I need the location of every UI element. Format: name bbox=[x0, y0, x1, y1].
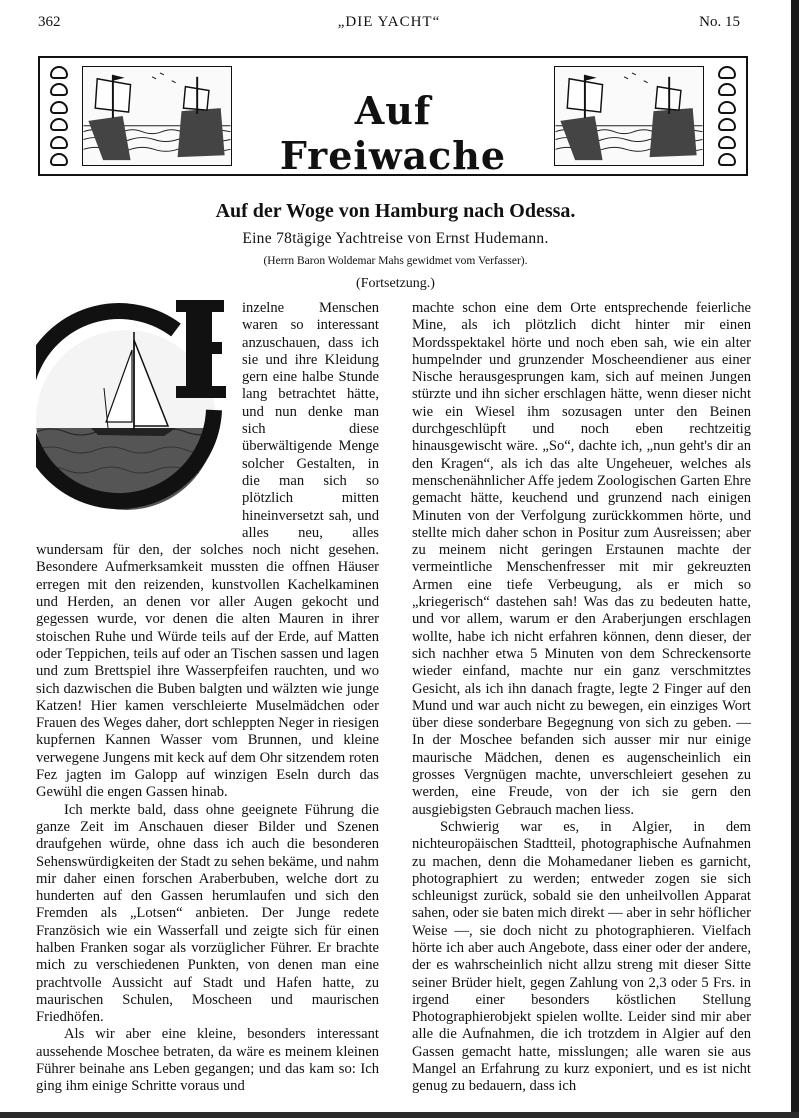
paragraph: inzelne Menschen waren so interessant anzuschauen, dass ich sie und ihre Kleidung gern eine halbe Stunde lang betrachtet hätte, und nun denke man sich diese überwältigende Menge solcher Gestalten, in die man sich so plötzlich mitten hineinversetzt sah, und alles neu, alles wundersam für den, der solches noch nicht gesehen. Besondere Aufmerksamkeit mussten die offnen Häuser erregen mit den reizenden, kunstvollen Kachelkaminen und Herden, an denen vor aller Augen gekocht und gegessen wurde, vor denen die alten Mauren in ihrer stoischen Ruhe und Würde teils auf der Erde, auf Matten oder Teppichen, teils auf oder an Tischen sassen und lagen und zum Brettspiel ihre Wasserpfeifen rauchten, und wo sich dazwischen die Buben balgten und wälzten wie junge Katzen! Hier kamen verschleierte Muselmädchen oder Frauen des Weges daher, dort schleppten Neger in riesigen kupfernen Kannen Wasser vom Brunnen, und kleine verwegene Jungens mit keck auf dem Ohr sitzendem roten Fez jagten im Galopp auf winzigen Eseln durch das Gewühl die engen Gassen hinab. bbox=[36, 300, 379, 801]
banner-title: Auf Freiwache bbox=[279, 88, 507, 178]
article-subtitle: Eine 78tägige Yachtreise von Ernst Hudemann. bbox=[242, 230, 549, 247]
article-title: Auf der Woge von Hamburg nach Odessa. bbox=[215, 200, 576, 222]
right-ship-illustration bbox=[554, 66, 704, 166]
running-header bbox=[38, 14, 740, 36]
left-ship-illustration bbox=[82, 66, 232, 166]
magazine-title: „DIE YACHT“ bbox=[337, 14, 441, 30]
page-number: 362 bbox=[38, 14, 61, 30]
continuation-note: (Fortsetzung.) bbox=[356, 276, 435, 291]
left-scroll-ornament bbox=[46, 66, 72, 166]
paragraph: Ich merkte bald, dass ohne geeignete Führung die ganze Zeit im Anschauen dieser Bilder und Szenen draufgehen würde, ohne dass ich auch die besonderen Sehenswürdigkeiten der Stadt zu sehen bekäme, und nahm mir daher einen forschen Araberbuben, welche dort zu hunderten auf den Gassen herumlaufen und sich den Fremden als „Lotsen“ anbieten. Der Junge redete Französich wie ein Wasserfall und zeigte sich für einen halben Franken sogar als vorzüglicher Führer. Er brachte mich zu verschiedenen Punkten, von denen man eine prachtvolle Aussicht auf Stadt und Hafen hatte, zu maurischen Schulen, Moscheen und maurischen Friedhöfen. bbox=[36, 801, 379, 1026]
article-dedication: (Herrn Baron Woldemar Mahs gewidmet vom Verfasser). bbox=[263, 255, 528, 267]
paragraph: Schwierig war es, in Algier, in dem nichteuropäischen Stadtteil, photographische Aufnahmen zu machen, denn die Mohamedaner lieben es garnicht, photographiert zu werden; entweder zogen sie sich schleunigst zurück, sobald sie den unheilvollen Apparat sahen, oder sie baten mich direkt — aber in sehr höflicher Weise —, sie doch nicht zu photographieren. Vielfach hörte ich aber auch Angebote, dass einer oder der andere, der es wahrscheinlich nicht allzu streng mit dieser Sitte seiner Brüder hielt, gegen Zahlung von 2,3 oder 5 Frs. in irgend einer besonders köstlichen Stellung Photographierobjekt spielen wollte. Leider sind mir aber alle die Aufnahmen, die ich trotzdem in Algier auf den Gassen gemacht hatte, misslungen; alle waren sie aus Mangel an Erfahrung zu kurz exponiert, und es ist nicht genug zu bedauern, dass ich bbox=[412, 818, 751, 1095]
issue-number: No. 15 bbox=[699, 14, 740, 30]
left-column bbox=[36, 300, 379, 1095]
section-banner bbox=[38, 56, 748, 176]
paragraph: Als wir aber eine kleine, besonders interessant aussehende Moschee betraten, da wäre es meinem kleinen Führer beinahe ans Leben gegangen; und das kam so: Ich ging ihm einige Schritte voraus und bbox=[36, 1026, 379, 1095]
page-edge-bottom bbox=[0, 1112, 799, 1118]
paragraph: machte schon eine dem Orte entsprechende feierliche Mine, als ich plötzlich dicht hinter mir einen Mordsspektakel hörte und noch eben sah, wie ein alter humpelnder und grunzender Moscheendiener aus einer Nische herausgesprungen kam, sich auf meinen Jungen stürzte und ihn sicher erschlagen hätte, wenn dieser nicht wie ein Wiesel ihm sozusagen unter den Beinen durchgeschlüpft und noch eben rechtzeitig hinausgewischt wäre. „So“, dachte ich, „nun geht's dir an den Kragen“, als ich das alte Ungeheuer, welches als menschenähnlicher Affe jedem Zoologischen Garten Ehre gemacht hätte, keuchend und grunzend nach einigen Minuten von der Verfolgung zurückkommen hörte, und stellte mich daher schon in Positur zum Ausreissen; aber zu meinem nicht geringen Erstaunen machte der vermeintliche Menschenfresser mit mir gekreuzten Armen eine tiefe Verbeugung, als er mich so „kriegerisch“ dastehen sah! Was das zu bedeuten hatte, und vor allem, warum er den Araberjungen erschlagen wollte, habe ich nicht erfahren können, denn dieser, der sich nachher etwa 5 Minuten von dem Schreckensorte wieder einfand, machte nur ein ganz verschmitztes Gesicht, als ich ihn danach fragte, legte 2 Finger auf den Mund und war auch nicht zu bewegen, ein einziges Wort über diese sonderbare Begegnung von sich zu geben. — In der Moschee befanden sich ausser mir nur einige maurische Mädchen, denen es augenscheinlich ein grosses Vergnügen machte, unverschleiert gesehen zu werden, eine Freude, von der ich sie gern den ausgiebigsten Gebrauch machen liess. bbox=[412, 300, 751, 818]
right-scroll-ornament bbox=[714, 66, 740, 166]
page-edge bbox=[791, 0, 799, 1118]
illustrated-initial bbox=[36, 300, 234, 528]
right-column bbox=[412, 300, 751, 1095]
